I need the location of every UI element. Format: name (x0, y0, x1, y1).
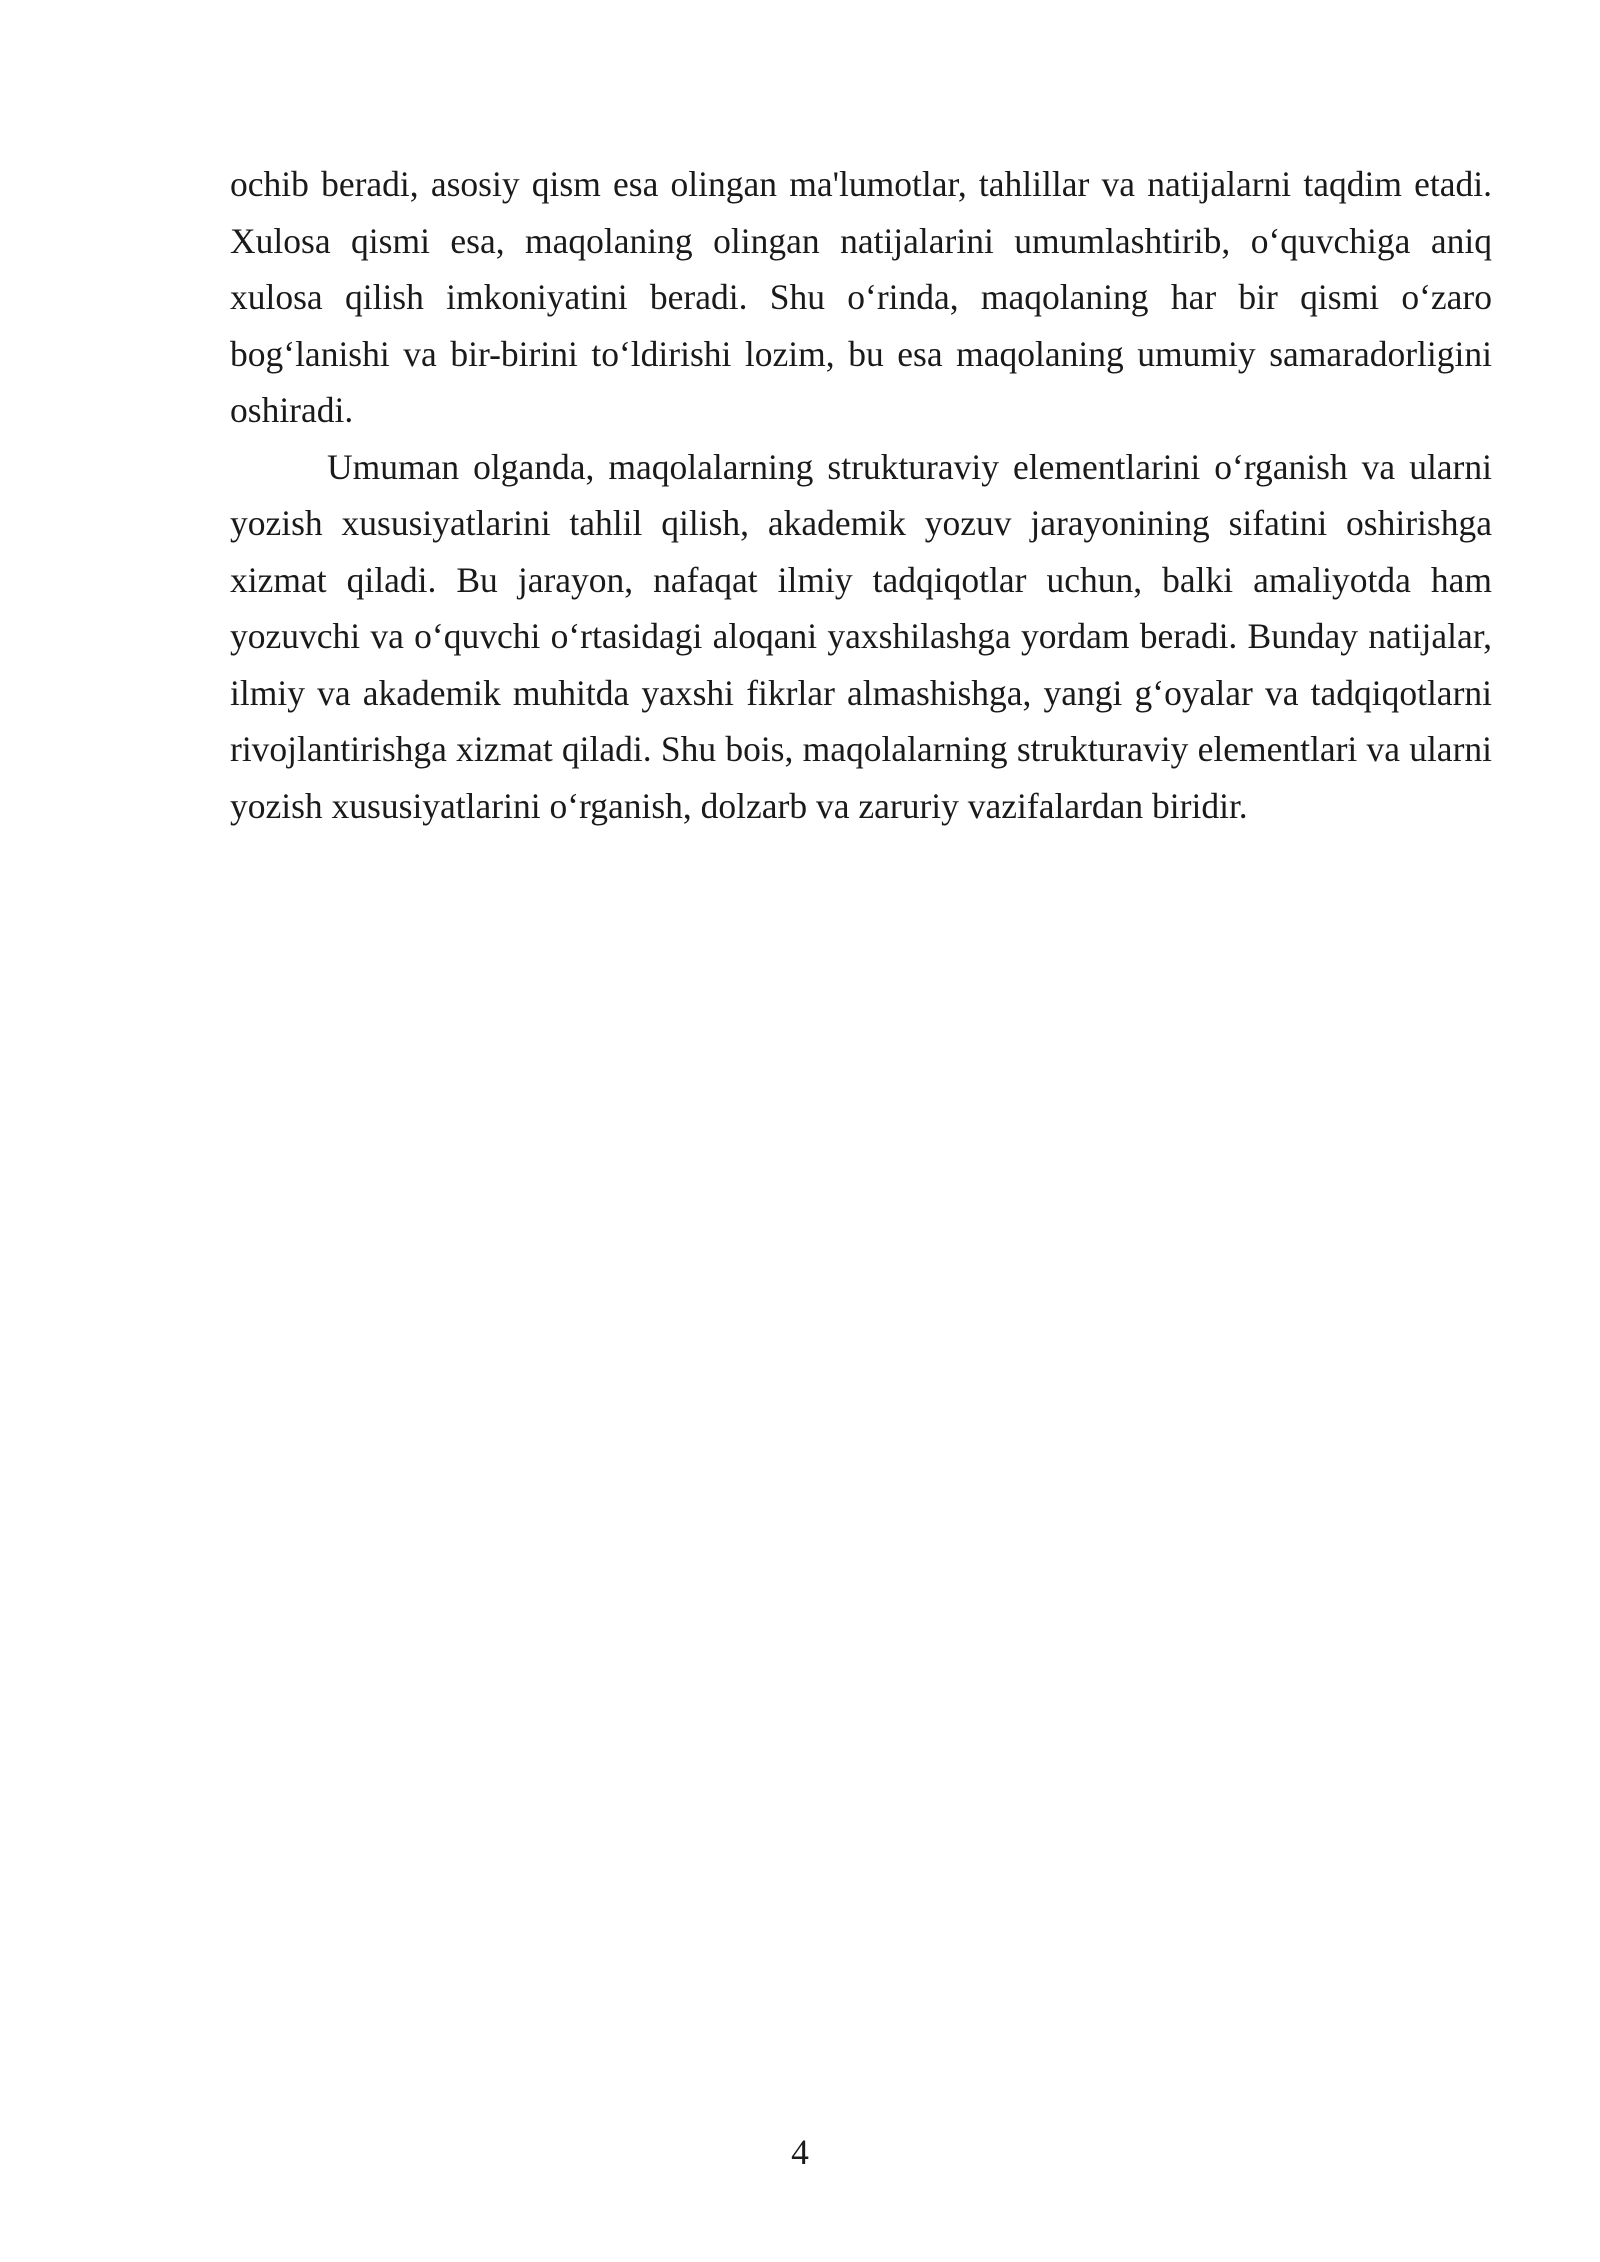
page-number: 4 (791, 2132, 809, 2172)
paragraph-conclusion: Umuman olganda, maqolalarning strukturaviy elementlarini o‘rganish va ularni yozish xususiyatlarini tahlil qilish, akademik yozuv jarayonining sifatini oshirishga xizmat qiladi. Bu jarayon, nafaqat ilmiy tadqiqotlar uchun, balki amaliyotda ham yozuvchi va o‘quvchi o‘rtasidagi aloqani yaxshilashga yordam beradi. Bunday natijalar, ilmiy va akademik muhitda yaxshi fikrlar almashishga, yangi g‘oyalar va tadqiqotlarni rivojlantirishga xizmat qiladi. Shu bois, maqolalarning strukturaviy elementlari va ularni yozish xususiyatlarini o‘rganish, dolzarb va zaruriy vazifalardan biridir. (230, 446, 1492, 826)
paragraph-continuation: ochib beradi, asosiy qism esa olingan ma'lumotlar, tahlillar va natijalarni taqdim etadi. Xulosa qismi esa, maqolaning olingan natijalarini umumlashtirib, o‘quvchiga aniq xulosa qilish imkoniyatini beradi. Shu o‘rinda, maqolaning har bir qismi o‘zaro bog‘lanishi va bir-birini to‘ldirishi lozim, bu esa maqolaning umumiy samaradorligini oshiradi. (230, 164, 1492, 430)
body-text (230, 156, 1492, 834)
